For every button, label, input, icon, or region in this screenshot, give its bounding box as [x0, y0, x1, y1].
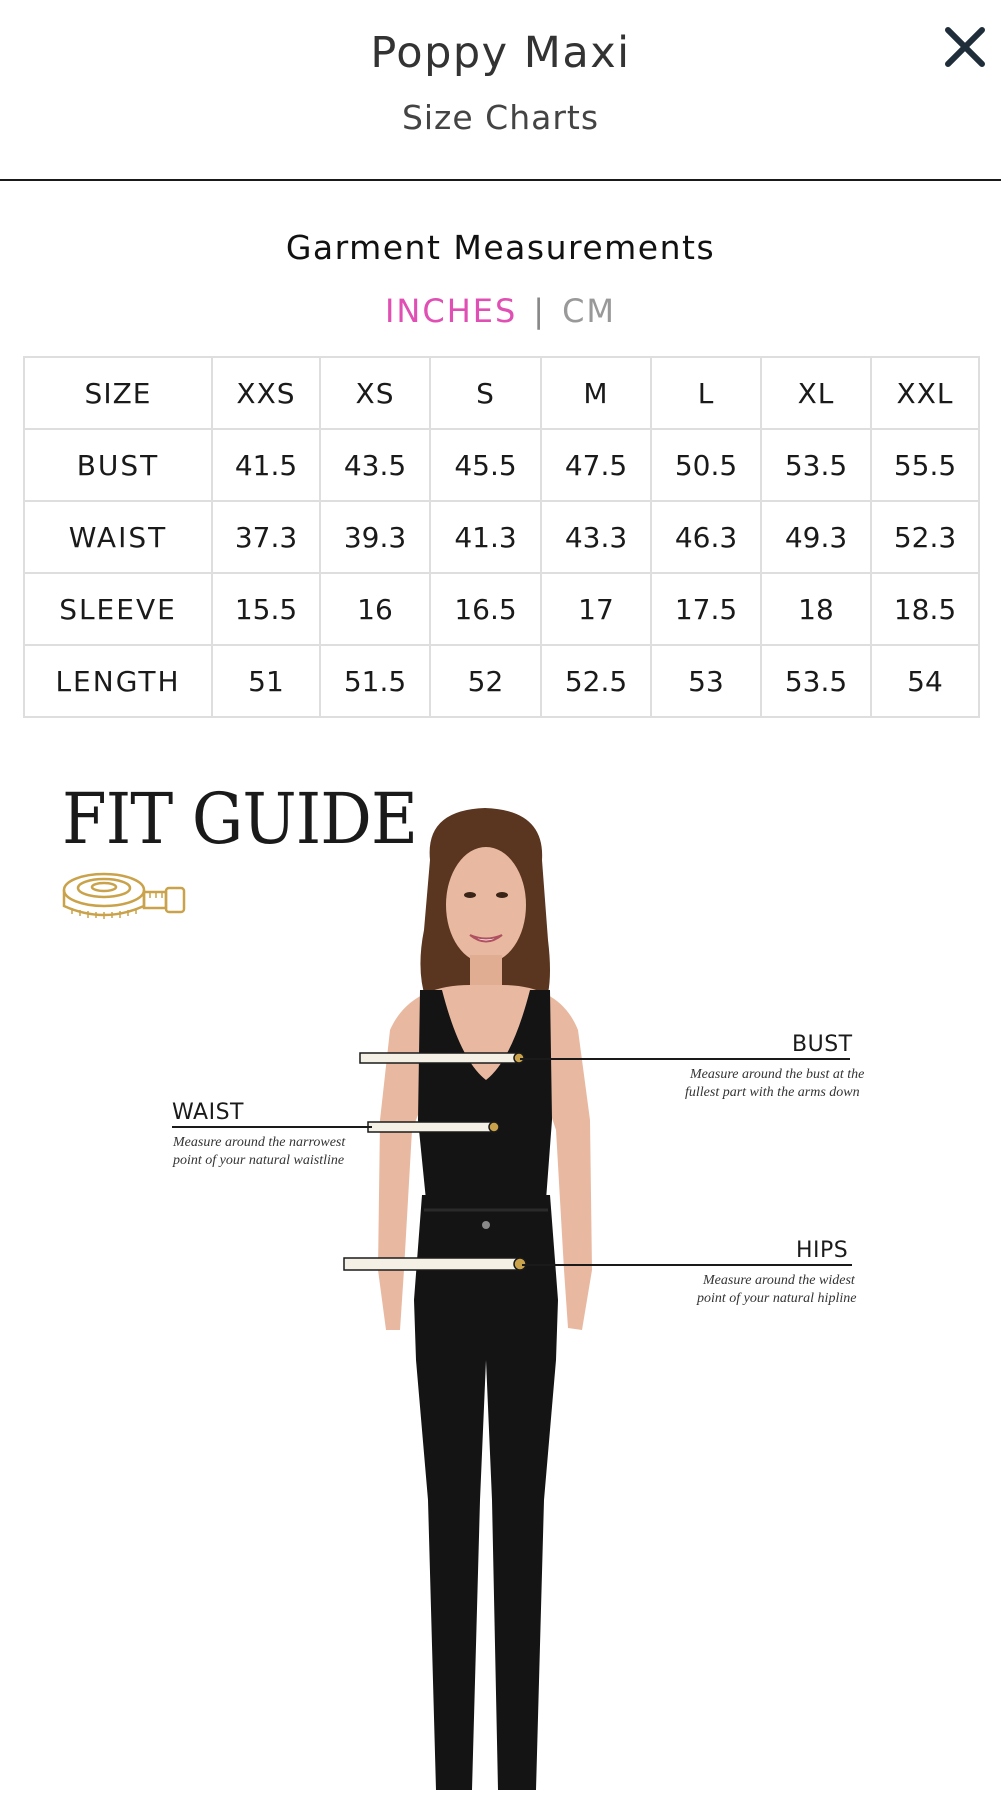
table-header-cell: XXL	[871, 357, 979, 429]
table-cell: 41.3	[430, 501, 541, 573]
table-header-cell: XL	[761, 357, 871, 429]
table-header-row	[24, 357, 979, 429]
bust-leader-line	[520, 1058, 850, 1060]
bust-label: BUST	[792, 1032, 853, 1057]
table-row	[24, 429, 979, 501]
unit-inches-button[interactable]: INCHES	[384, 292, 518, 330]
waist-label: WAIST	[172, 1100, 244, 1125]
table-cell: 54	[871, 645, 979, 717]
table-cell: 39.3	[320, 501, 430, 573]
table-cell: 52.3	[871, 501, 979, 573]
table-cell: 55.5	[871, 429, 979, 501]
hips-desc-line1: Measure around the widest	[703, 1273, 855, 1288]
row-label: LENGTH	[24, 645, 212, 717]
table-cell: 53.5	[761, 429, 871, 501]
table-cell: 52.5	[541, 645, 651, 717]
fit-guide-title: FIT GUIDE	[62, 778, 418, 860]
section-title: Garment Measurements	[285, 228, 716, 267]
face-shape	[446, 847, 526, 963]
table-cell: 16	[320, 573, 430, 645]
unit-cm-button[interactable]: CM	[562, 292, 617, 330]
table-cell: 53	[651, 645, 761, 717]
table-cell: 37.3	[212, 501, 320, 573]
table-header-cell: XXS	[212, 357, 320, 429]
measuring-tape-icon	[60, 868, 188, 924]
row-label: BUST	[24, 429, 212, 501]
table-cell: 43.5	[320, 429, 430, 501]
table-cell: 49.3	[761, 501, 871, 573]
table-header-cell: S	[430, 357, 541, 429]
table-cell: 51	[212, 645, 320, 717]
bust-tape	[360, 1053, 524, 1063]
waist-tape	[368, 1122, 499, 1132]
table-header-cell: SIZE	[24, 357, 212, 429]
row-label: WAIST	[24, 501, 212, 573]
table-row	[24, 573, 979, 645]
table-cell: 47.5	[541, 429, 651, 501]
table-cell: 45.5	[430, 429, 541, 501]
size-chart-table	[23, 356, 980, 718]
table-header-cell: L	[651, 357, 761, 429]
modal-subtitle: Size Charts	[401, 98, 600, 137]
hips-desc-line2: point of your natural hipline	[697, 1291, 857, 1306]
table-cell: 41.5	[212, 429, 320, 501]
table-cell: 53.5	[761, 645, 871, 717]
model-figure	[320, 800, 650, 1800]
row-label: SLEEVE	[24, 573, 212, 645]
bust-desc-line1: Measure around the bust at the	[690, 1067, 865, 1082]
table-header-cell: M	[541, 357, 651, 429]
table-row	[24, 645, 979, 717]
unit-toggle	[0, 292, 1001, 330]
table-cell: 17.5	[651, 573, 761, 645]
hips-leader-line	[522, 1264, 852, 1266]
waist-leader-line	[172, 1126, 372, 1128]
fit-guide	[0, 770, 1001, 1780]
table-cell: 17	[541, 573, 651, 645]
table-cell: 18	[761, 573, 871, 645]
hips-label: HIPS	[796, 1238, 849, 1263]
table-cell: 16.5	[430, 573, 541, 645]
table-cell: 50.5	[651, 429, 761, 501]
table-cell: 51.5	[320, 645, 430, 717]
table-cell: 18.5	[871, 573, 979, 645]
close-icon	[940, 22, 990, 72]
table-cell: 15.5	[212, 573, 320, 645]
table-row	[24, 501, 979, 573]
unit-separator: |	[533, 292, 547, 330]
table-cell: 46.3	[651, 501, 761, 573]
jeans-shape	[414, 1195, 558, 1790]
product-title: Poppy Maxi	[370, 28, 631, 78]
waist-desc-line1: Measure around the narrowest	[173, 1135, 346, 1150]
hips-tape	[344, 1258, 526, 1270]
bust-desc-line2: fullest part with the arms down	[685, 1085, 860, 1100]
close-button[interactable]	[940, 22, 990, 72]
modal-header	[0, 0, 1001, 181]
table-cell: 43.3	[541, 501, 651, 573]
table-header-cell: XS	[320, 357, 430, 429]
table-cell: 52	[430, 645, 541, 717]
waist-desc-line2: point of your natural waistline	[173, 1153, 345, 1168]
